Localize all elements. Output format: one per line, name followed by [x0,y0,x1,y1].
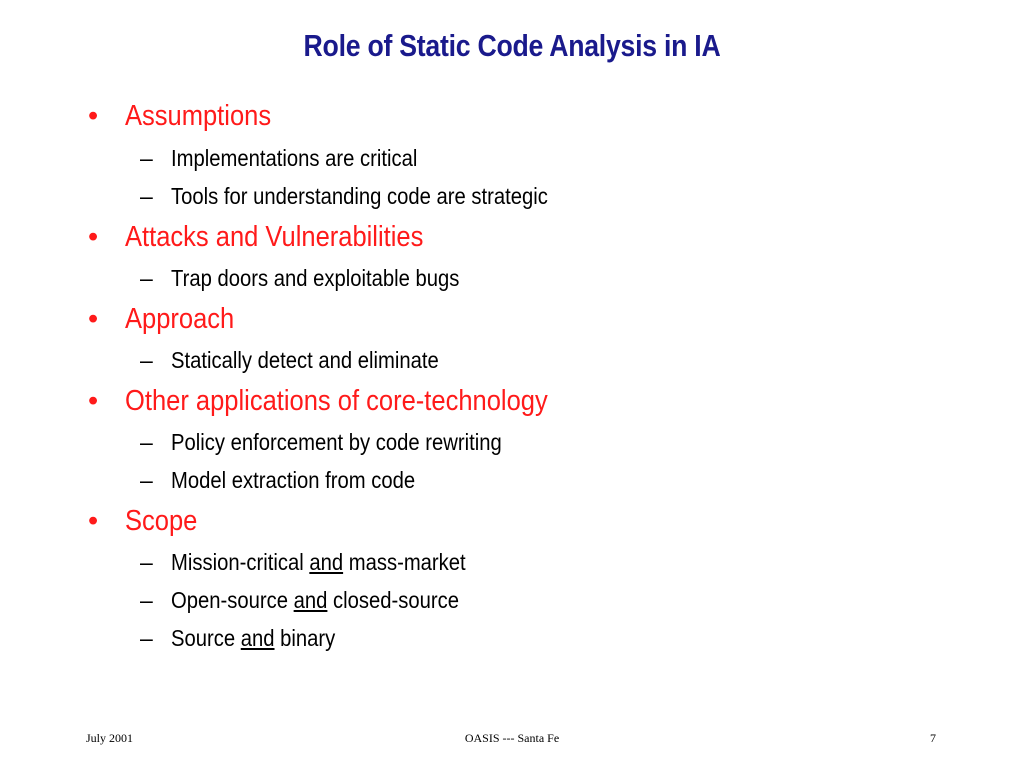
bullet-icon: • [88,505,99,537]
bullet-icon: • [88,385,99,417]
sub-bullet-text: Source and binary [171,625,336,651]
bullet-heading-text: Assumptions [125,100,272,132]
dash-icon: – [140,429,153,455]
bullet-heading-text: Approach [125,303,235,335]
underlined-and: and [309,549,344,575]
bullet-heading-text: Other applications of core-technology [125,385,548,417]
bullet-heading-text: Attacks and Vulnerabilities [125,221,424,253]
sub-bullet-text: Statically detect and eliminate [171,347,439,373]
dash-icon: – [140,347,153,373]
underlined-and: and [293,587,328,613]
dash-icon: – [140,467,153,493]
dash-icon: – [140,549,153,575]
slide-title: Role of Static Code Analysis in IA [303,28,721,63]
sub-bullet-text: Open-source and closed-source [171,587,460,613]
sub-bullet-text: Model extraction from code [171,467,416,493]
underlined-and: and [240,625,275,651]
footer-date: July 2001 [86,731,134,745]
bullet-icon: • [88,100,99,132]
dash-icon: – [140,145,153,171]
footer-event: OASIS --- Santa Fe [464,731,560,745]
dash-icon: – [140,183,153,209]
sub-bullet-text: Implementations are critical [171,145,418,171]
dash-icon: – [140,265,153,291]
bullet-icon: • [88,221,99,253]
sub-bullet-text: Mission-critical and mass-market [171,549,466,575]
sub-bullet-text: Trap doors and exploitable bugs [171,265,460,291]
dash-icon: – [140,625,153,651]
bullet-heading-text: Scope [125,505,198,537]
sub-bullet-text: Policy enforcement by code rewriting [171,429,502,455]
sub-bullet-text: Tools for understanding code are strategic [171,183,548,209]
bullet-icon: • [88,303,99,335]
footer-page-number: 7 [930,731,936,745]
dash-icon: – [140,587,153,613]
